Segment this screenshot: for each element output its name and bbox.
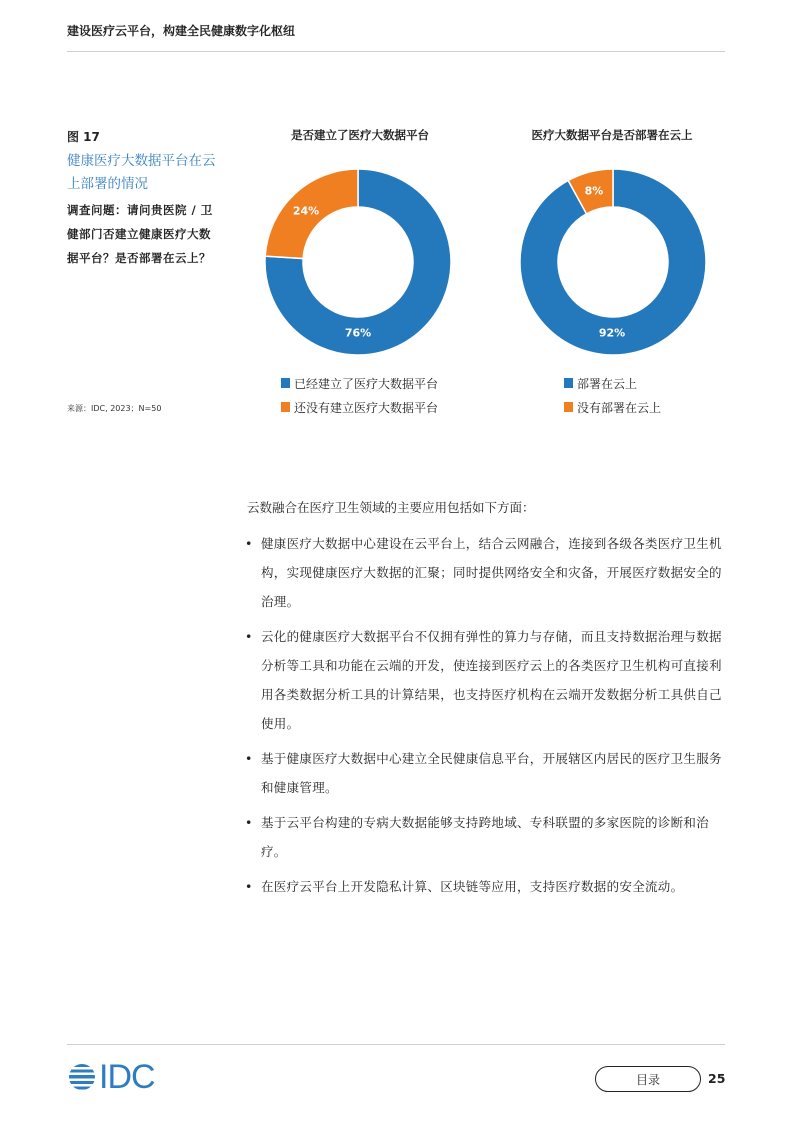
bullet-text: 云化的健康医疗大数据平台不仅拥有弹性的算力与存储，而且支持数据治理与数据分析等工具和功能在云端的开发，使连接到医疗云上的各类医疗卫生机构可直接利用各类数据分析工具的计算结果，也支持医疗机构在云端开发数据分析工具供自己使用。 [261, 629, 722, 731]
legend-item [281, 395, 438, 419]
bullet-icon: • [245, 629, 253, 644]
body-text [247, 497, 727, 907]
blue-swatch-icon [564, 378, 573, 388]
chart-2-title: 医疗大数据平台是否部署在云上 [531, 128, 693, 142]
figure-title: 健康医疗大数据平台在云上部署的情况 [67, 153, 216, 192]
idc-logo [67, 1058, 155, 1096]
chart-2-legend [564, 371, 661, 419]
legend-label: 部署在云上 [577, 376, 638, 391]
legend-label: 没有部署在云上 [577, 400, 662, 415]
survey-question: 调查问题：请问贵医院 / 卫健部门否建立健康医疗大数据平台？是否部署在云上？ [67, 203, 213, 265]
logo-text: IDC [99, 1058, 155, 1096]
page-number: 25 [708, 1071, 726, 1086]
bullet-icon: • [245, 536, 253, 551]
running-header: 建设医疗云平台，构建全民健康数字化枢纽 [67, 24, 296, 38]
chart-2-label-blue: 92% [598, 326, 626, 340]
source-note: 来源：IDC, 2023；N=50 [67, 404, 162, 413]
bullet-text: 健康医疗大数据中心建设在云平台上，结合云网融合，连接到各级各类医疗卫生机构，实现健康医疗大数据的汇聚；同时提供网络安全和灾备，开展医疗数据安全的治理。 [261, 536, 722, 609]
bullet-icon: • [245, 751, 253, 766]
bullet-text: 在医疗云平台上开发隐私计算、区块链等应用，支持医疗数据的安全流动。 [261, 879, 684, 894]
legend-item [564, 395, 661, 419]
intro-paragraph: 云数融合在医疗卫生领域的主要应用包括如下方面： [247, 500, 535, 515]
chart-2-label-orange: 8% [584, 184, 604, 198]
legend-item [564, 371, 661, 395]
legend-item [281, 371, 438, 395]
figure-label: 图 17 [67, 130, 100, 144]
chart-1-label-orange: 24% [292, 204, 320, 218]
header-divider [67, 51, 725, 52]
table-of-contents-button[interactable]: 目录 [595, 1066, 701, 1092]
orange-swatch-icon [281, 402, 290, 412]
bullet-item [247, 529, 727, 616]
bullet-item [247, 808, 727, 866]
chart-1-title: 是否建立了医疗大数据平台 [291, 128, 429, 142]
bullet-text: 基于健康医疗大数据中心建立全民健康信息平台，开展辖区内居民的医疗卫生服务和健康管理。 [261, 751, 722, 795]
chart-1-label-blue: 76% [344, 326, 372, 340]
bullet-item [247, 744, 727, 802]
bullet-icon: • [245, 815, 253, 830]
bullet-list [247, 529, 727, 901]
legend-label: 已经建立了医疗大数据平台 [294, 376, 439, 391]
bullet-text: 基于云平台构建的专病大数据能够支持跨地域、专科联盟的多家医院的诊断和治疗。 [261, 815, 710, 859]
bullet-item [247, 622, 727, 738]
chart-1-legend [281, 371, 438, 419]
footer-divider [67, 1044, 725, 1045]
globe-stripes-icon [67, 1063, 97, 1091]
orange-swatch-icon [564, 402, 573, 412]
bullet-icon: • [245, 879, 253, 894]
legend-label: 还没有建立医疗大数据平台 [294, 400, 439, 415]
bullet-item [247, 872, 727, 901]
blue-swatch-icon [281, 378, 290, 388]
